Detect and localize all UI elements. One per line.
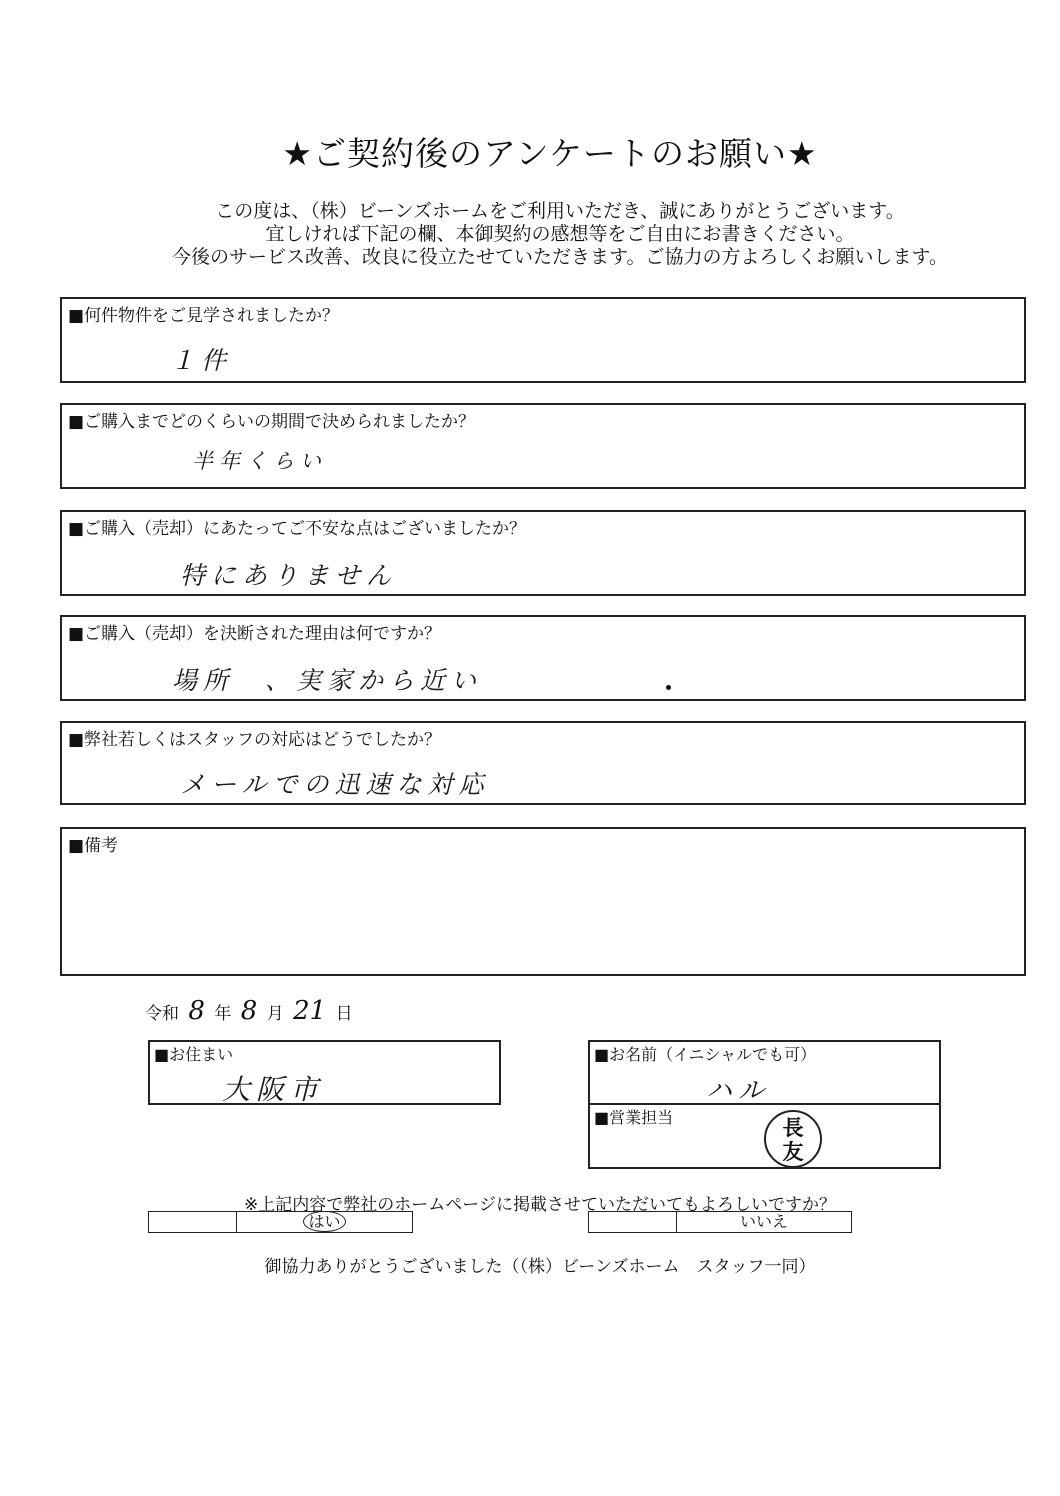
- no-label: いいえ: [739, 1212, 788, 1231]
- sales-rep-label: ■営業担当: [594, 1108, 674, 1127]
- question-label: ■何件物件をご見学されましたか？: [68, 306, 340, 326]
- page-title: ★ご契約後のアンケートのお願い★: [282, 134, 818, 173]
- date-day-unit: 日: [335, 1004, 353, 1024]
- question-box-viewings: [60, 297, 1026, 383]
- yes-label: はい: [303, 1211, 345, 1232]
- stamp-char-top: 長: [782, 1115, 804, 1140]
- question-box-decision-period: [60, 403, 1026, 489]
- residence-label: ■お住まい: [154, 1045, 234, 1064]
- footer-thanks: 御協力ありがとうございました（（株）ビーンズホーム スタッフ一同）: [264, 1257, 816, 1277]
- remarks-box: [60, 827, 1026, 976]
- intro-line-2: 宜しければ下記の欄、本御契約の感想等をご自由にお書きください。: [265, 223, 855, 245]
- no-checkbox[interactable]: [588, 1211, 677, 1233]
- no-option[interactable]: [676, 1211, 852, 1233]
- date-month: 8: [240, 996, 258, 1026]
- answer-text: １件: [170, 346, 233, 375]
- question-box-staff-response: [60, 721, 1026, 805]
- answer-text: 場所 、実家から近い: [172, 666, 483, 695]
- question-box-concerns: [60, 510, 1026, 596]
- question-label: ■ご購入までどのくらいの期間で決められましたか？: [68, 412, 476, 432]
- date-day: 21: [293, 996, 327, 1026]
- question-label: ■ご購入（売却）にあたってご不安な点はございましたか？: [68, 519, 527, 539]
- intro-line-3: 今後のサービス改善、改良に役立たせていただきます。ご協力の方よろしくお願いします。: [172, 246, 948, 268]
- answer-text: 半年くらい: [192, 449, 327, 473]
- answer-text: メールでの迅速な対応: [180, 770, 490, 799]
- remarks-label: ■備考: [68, 836, 119, 856]
- question-box-reason: [60, 615, 1026, 701]
- date-year-unit: 年: [214, 1004, 232, 1024]
- question-label: ■弊社若しくはスタッフの対応はどうでしたか？: [68, 730, 442, 750]
- name-label: ■お名前（イニシャルでも可）: [594, 1045, 817, 1064]
- stamp-char-bottom: 友: [782, 1139, 804, 1164]
- yes-option[interactable]: [236, 1211, 413, 1233]
- date-row: [145, 996, 353, 1026]
- sales-rep-stamp: [764, 1110, 822, 1168]
- residence-box: [148, 1040, 501, 1105]
- ink-dot: [666, 685, 671, 690]
- consent-question: ※上記内容で弊社のホームページに掲載させていただいてもよろしいですか？: [244, 1195, 836, 1215]
- residence-value: 大阪市: [222, 1073, 325, 1106]
- name-box: [588, 1040, 941, 1105]
- answer-text: 特にありません: [180, 561, 398, 590]
- yes-checkbox[interactable]: [148, 1211, 237, 1233]
- date-month-unit: 月: [266, 1004, 284, 1024]
- name-value: ハル: [706, 1076, 771, 1106]
- date-era: 令和: [145, 1004, 179, 1024]
- date-year: 8: [188, 996, 205, 1026]
- question-label: ■ご購入（売却）を決断された理由は何ですか？: [68, 624, 442, 644]
- intro-line-1: この度は、（株）ビーンズホームをご利用いただき、誠にありがとうございます。: [215, 200, 905, 222]
